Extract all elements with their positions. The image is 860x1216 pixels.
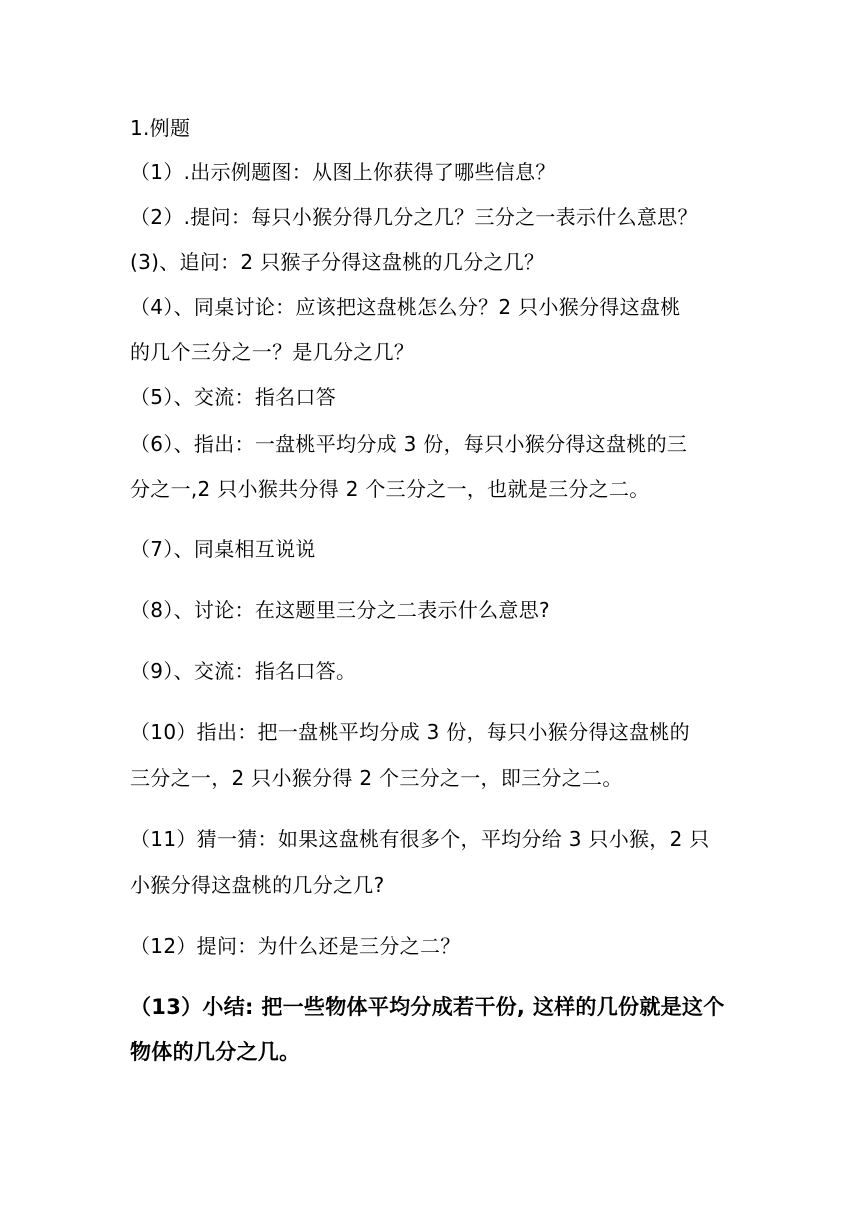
text-line: （2）.提问：每只小猴分得几分之几？三分之一表示什么意思？ (130, 205, 698, 229)
text-line: 小猴分得这盘桃的几分之几? (130, 873, 385, 897)
text-line: （4）、同桌讨论：应该把这盘桃怎么分？2 只小猴分得这盘桃 (130, 295, 681, 319)
text-line: （9）、交流：指名口答。 (130, 659, 357, 683)
text-line: （12）提问：为什么还是三分之二？ (130, 934, 461, 958)
text-line: 三分之一，2 只小猴分得 2 个三分之一，即三分之二。 (130, 766, 623, 790)
text-line: 的几个三分之一？是几分之几？ (130, 340, 415, 364)
text-line: （1）.出示例题图：从图上你获得了哪些信息？ (130, 160, 556, 184)
text-line: （11）猜一猜：如果这盘桃有很多个，平均分给 3 只小猴，2 只 (130, 827, 710, 851)
section-heading: 1.例题 (130, 116, 191, 140)
text-line: （6）、指出：一盘桃平均分成 3 份，每只小猴分得这盘桃的三 (130, 432, 688, 456)
text-line: （7）、同桌相互说说 (130, 537, 316, 561)
text-line: （10）指出：把一盘桃平均分成 3 份，每只小猴分得这盘桃的 (130, 720, 690, 744)
text-line: 分之一,2 只小猴共分得 2 个三分之一，也就是三分之二。 (130, 477, 650, 501)
text-line: （8）、讨论：在这题里三分之二表示什么意思? (130, 598, 550, 622)
summary-line: （13）小结: 把一些物体平均分成若干份, 这样的几份就是这个 (130, 995, 725, 1019)
text-line: （5）、交流：指名口答 (130, 385, 337, 409)
text-line: (3)、追问：2 只猴子分得这盘桃的几分之几？ (130, 250, 545, 274)
summary-line: 物体的几分之几。 (130, 1040, 301, 1064)
